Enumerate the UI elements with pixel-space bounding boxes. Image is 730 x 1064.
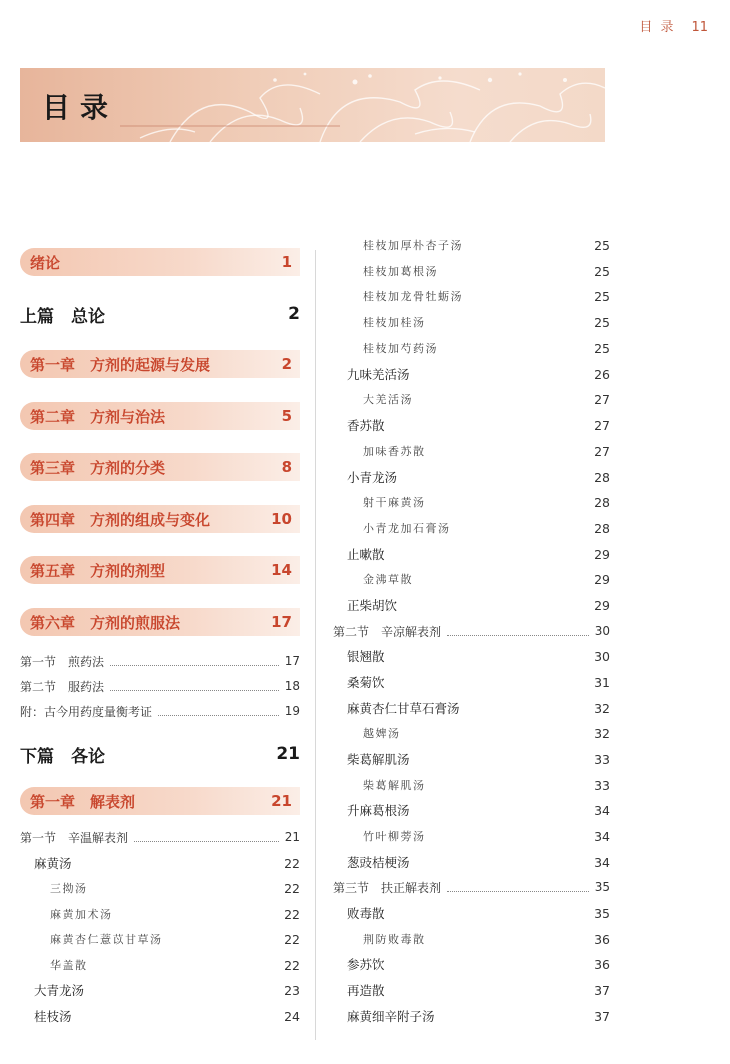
toc-entry-title: 金沸草散 [363, 573, 413, 586]
toc-entry-title: 第二节 辛凉解表剂 [333, 624, 442, 639]
toc-entry-page: 2 [281, 355, 292, 373]
toc-entry-page: 25 [594, 263, 610, 279]
toc-entry-title: 麻黄杏仁甘草石膏汤 [347, 701, 460, 716]
toc-entry-title: 第三章 方剂的分类 [30, 458, 166, 477]
toc-entry-title: 柴葛解肌汤 [347, 752, 410, 767]
toc-entry-title: 再造散 [347, 983, 385, 998]
toc-entry-page: 34 [594, 828, 610, 844]
toc-entry-title: 第二节 服药法 [20, 679, 105, 694]
toc-entry-part [20, 301, 300, 327]
dot-leader [158, 715, 279, 716]
toc-entry-title: 第一节 煎药法 [20, 654, 105, 669]
toc-entry-page: 35 [594, 880, 610, 894]
toc-entry-title: 桂枝加葛根汤 [363, 265, 438, 278]
toc-entry-page: 29 [594, 571, 610, 587]
dot-leader [110, 665, 279, 666]
toc-entry-page: 36 [594, 956, 610, 972]
toc-entry-title: 下篇 各论 [20, 746, 105, 767]
toc-entry-page: 1 [281, 253, 292, 271]
toc-entry-title: 桑菊饮 [347, 675, 385, 690]
toc-entry-l2 [50, 954, 300, 976]
toc-entry-title: 柴葛解肌汤 [363, 779, 426, 792]
toc-entry-page: 36 [594, 931, 610, 947]
toc-entry-page: 24 [284, 1008, 300, 1024]
toc-entry-chapter [20, 505, 300, 533]
toc-entry-chapter [20, 350, 300, 378]
toc-entry-page: 14 [271, 561, 292, 579]
toc-entry-part [20, 741, 300, 767]
toc-entry-title: 桂枝汤 [34, 1009, 72, 1024]
toc-entry-page: 27 [594, 391, 610, 407]
toc-entry-title: 麻黄杏仁薏苡甘草汤 [50, 933, 163, 946]
toc-entry-title: 第一章 解表剂 [30, 792, 136, 811]
toc-entry-title: 桂枝加桂汤 [363, 316, 426, 329]
toc-entry-page: 5 [281, 407, 292, 425]
toc-entry-page: 34 [594, 802, 610, 818]
toc-entry-l2 [363, 517, 610, 539]
toc-entry-title: 绪论 [30, 253, 61, 272]
toc-entry-title: 加味香苏散 [363, 445, 426, 458]
toc-entry-l2 [363, 234, 610, 256]
dot-leader [447, 891, 589, 892]
toc-entry-section [20, 676, 300, 696]
toc-entry-page: 22 [284, 855, 300, 871]
toc-entry-section [20, 701, 300, 721]
toc-entry-l2 [50, 928, 300, 950]
toc-entry-title: 桂枝加龙骨牡蛎汤 [363, 290, 463, 303]
toc-entry-page: 30 [594, 648, 610, 664]
toc-entry-l1 [347, 466, 610, 488]
column-divider [315, 250, 316, 1040]
toc-entry-l1 [347, 748, 610, 770]
toc-entry-section [20, 651, 300, 671]
toc-entry-title: 射干麻黄汤 [363, 496, 426, 509]
toc-entry-page: 2 [288, 304, 300, 324]
toc-entry-page: 19 [284, 704, 300, 718]
toc-entry-page: 27 [594, 417, 610, 433]
toc-entry-page: 25 [594, 288, 610, 304]
toc-entry-page: 25 [594, 237, 610, 253]
toc-entry-title: 第四章 方剂的组成与变化 [30, 510, 211, 529]
toc-entry-page: 22 [284, 906, 300, 922]
toc-entry-title: 止嗽散 [347, 547, 385, 562]
toc-entry-l1 [347, 799, 610, 821]
toc-entry-title: 银翘散 [347, 649, 385, 664]
toc-entry-page: 21 [271, 792, 292, 810]
toc-entry-l2 [50, 903, 300, 925]
toc-entry-l1 [347, 697, 610, 719]
toc-entry-title: 上篇 总论 [20, 306, 105, 327]
toc-entry-title: 参苏饮 [347, 957, 385, 972]
toc-entry-title: 第一章 方剂的起源与发展 [30, 355, 211, 374]
toc-entry-title: 桂枝加芍药汤 [363, 342, 438, 355]
running-head-label: 目 录 [639, 20, 676, 35]
toc-entry-title: 华盖散 [50, 959, 88, 972]
toc-entry-page: 31 [594, 674, 610, 690]
toc-entry-page: 33 [594, 751, 610, 767]
toc-entry-page: 8 [281, 458, 292, 476]
toc-entry-title: 麻黄加术汤 [50, 908, 113, 921]
toc-entry-title: 附：古今用药度量衡考证 [20, 704, 153, 719]
toc-entry-l1 [347, 953, 610, 975]
toc-entry-page: 26 [594, 366, 610, 382]
dot-leader [134, 841, 279, 842]
toc-entry-l1 [347, 414, 610, 436]
toc-entry-page: 17 [271, 613, 292, 631]
toc-entry-l1 [347, 1005, 610, 1027]
toc-entry-l1 [347, 594, 610, 616]
toc-entry-l2 [363, 928, 610, 950]
toc-entry-page: 32 [594, 725, 610, 741]
toc-entry-page: 29 [594, 546, 610, 562]
toc-entry-l2 [363, 440, 610, 462]
toc-entry-chapter [20, 608, 300, 636]
running-head [639, 16, 708, 35]
toc-entry-l2 [363, 568, 610, 590]
toc-entry-page: 21 [284, 830, 300, 844]
toc-entry-page: 33 [594, 777, 610, 793]
toc-entry-page: 28 [594, 469, 610, 485]
toc-entry-page: 34 [594, 854, 610, 870]
toc-entry-page: 29 [594, 597, 610, 613]
toc-entry-title: 升麻葛根汤 [347, 803, 410, 818]
toc-entry-title: 麻黄汤 [34, 856, 72, 871]
dot-leader [447, 635, 589, 636]
toc-entry-title: 葱豉桔梗汤 [347, 855, 410, 870]
toc-entry-page: 27 [594, 443, 610, 459]
toc-entry-title: 香苏散 [347, 418, 385, 433]
toc-entry-chapter [20, 453, 300, 481]
toc-entry-l1 [347, 902, 610, 924]
toc-entry-l2 [50, 877, 300, 899]
toc-entry-page: 37 [594, 1008, 610, 1024]
toc-entry-page: 18 [284, 679, 300, 693]
toc-entry-l2 [363, 337, 610, 359]
toc-entry-title: 小青龙加石膏汤 [363, 522, 451, 535]
toc-entry-page: 10 [271, 510, 292, 528]
toc-entry-l2 [363, 825, 610, 847]
toc-entry-page: 25 [594, 340, 610, 356]
toc-entry-page: 30 [594, 624, 610, 638]
page-title: 目录 [42, 91, 119, 124]
title-banner [20, 68, 605, 142]
toc-entry-page: 22 [284, 931, 300, 947]
toc-entry-title: 大羌活汤 [363, 393, 413, 406]
toc-entry-title: 败毒散 [347, 906, 385, 921]
toc-entry-page: 17 [284, 654, 300, 668]
toc-entry-title: 第三节 扶正解表剂 [333, 880, 442, 895]
toc-entry-title: 越婢汤 [363, 727, 401, 740]
toc-entry-l2 [363, 774, 610, 796]
toc-entry-title: 竹叶柳蒡汤 [363, 830, 426, 843]
toc-entry-title: 大青龙汤 [34, 983, 85, 998]
toc-entry-page: 23 [284, 982, 300, 998]
toc-entry-title: 桂枝加厚朴杏子汤 [363, 239, 463, 252]
toc-entry-page: 28 [594, 520, 610, 536]
toc-entry-l1 [347, 645, 610, 667]
toc-entry-title: 第六章 方剂的煎服法 [30, 613, 181, 632]
toc-entry-page: 32 [594, 700, 610, 716]
toc-entry-chapter [20, 787, 300, 815]
toc-entry-chapter [20, 402, 300, 430]
toc-entry-l2 [363, 311, 610, 333]
toc-entry-section [333, 877, 610, 897]
toc-entry-l1 [34, 1005, 300, 1027]
toc-entry-page: 35 [594, 905, 610, 921]
toc-entry-l1 [347, 979, 610, 1001]
toc-entry-page: 25 [594, 314, 610, 330]
toc-entry-l2 [363, 722, 610, 744]
toc-entry-l1 [347, 671, 610, 693]
toc-entry-title: 小青龙汤 [347, 470, 398, 485]
toc-entry-title: 第一节 辛温解表剂 [20, 830, 129, 845]
toc-entry-l1 [347, 543, 610, 565]
toc-entry-l1 [347, 851, 610, 873]
toc-entry-title: 第五章 方剂的剂型 [30, 561, 166, 580]
toc-entry-title: 九味羌活汤 [347, 367, 410, 382]
toc-entry-page: 22 [284, 880, 300, 896]
toc-entry-title: 三拗汤 [50, 882, 88, 895]
toc-entry-chapter [20, 248, 300, 276]
toc-entry-page: 37 [594, 982, 610, 998]
toc-entry-l1 [34, 979, 300, 1001]
toc-entry-l2 [363, 260, 610, 282]
dot-leader [110, 690, 279, 691]
toc-entry-l2 [363, 491, 610, 513]
toc-entry-chapter [20, 556, 300, 584]
toc-entry-page: 21 [276, 744, 300, 764]
running-head-page-number: 11 [691, 20, 708, 35]
toc-entry-page: 22 [284, 957, 300, 973]
toc-entry-title: 荆防败毒散 [363, 933, 426, 946]
toc-entry-l2 [363, 285, 610, 307]
toc-entry-title: 麻黄细辛附子汤 [347, 1009, 435, 1024]
toc-entry-page: 28 [594, 494, 610, 510]
toc-entry-l1 [34, 852, 300, 874]
toc-entry-section [333, 621, 610, 641]
toc-entry-title: 正柴胡饮 [347, 598, 398, 613]
toc-entry-l1 [347, 363, 610, 385]
toc-entry-title: 第二章 方剂与治法 [30, 407, 166, 426]
toc-entry-section [20, 827, 300, 847]
toc-entry-l2 [363, 388, 610, 410]
